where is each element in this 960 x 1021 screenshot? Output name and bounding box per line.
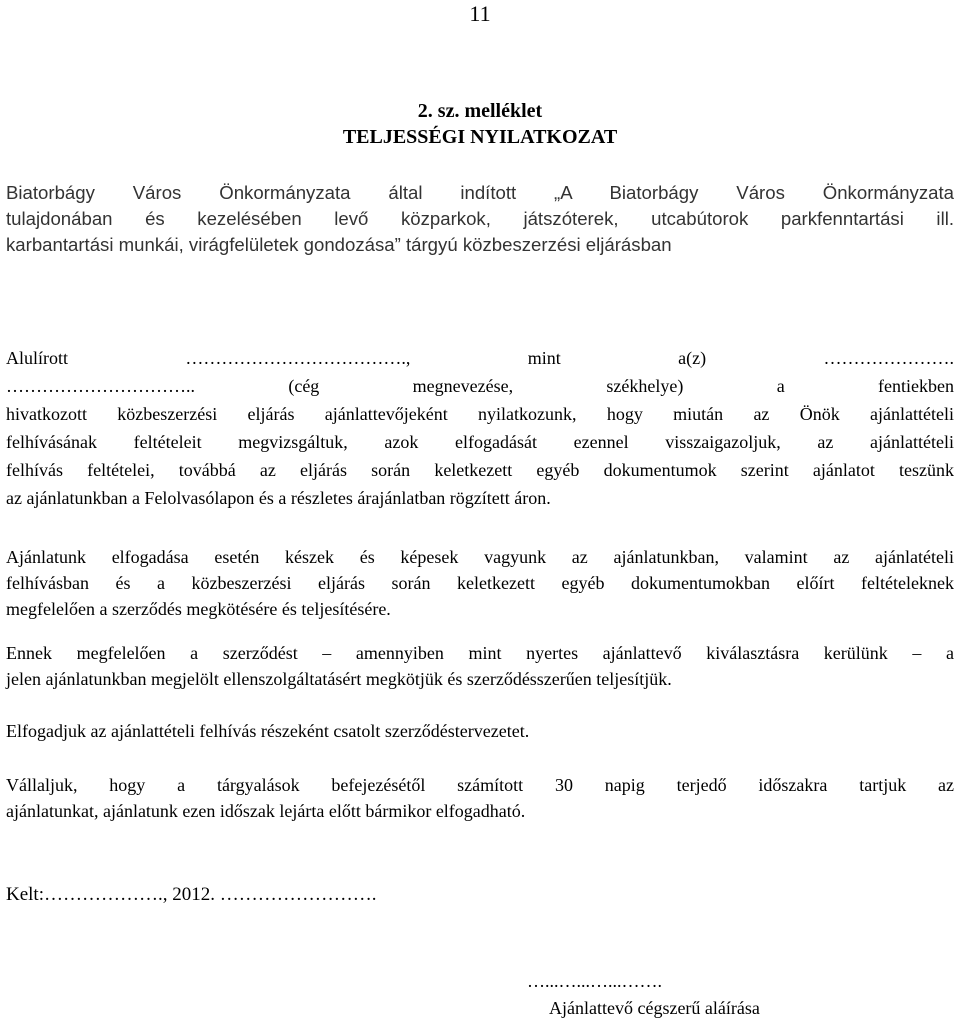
validity-paragraph xyxy=(6,772,954,824)
annex-title: 2. sz. melléklet xyxy=(417,100,543,122)
intro-line: karbantartási munkái, virágfelületek gondozása” tárgyú közbeszerzési eljárásban xyxy=(6,234,672,255)
declaration-line: felhívás feltételei, továbbá az eljárás során keletkezett egyéb dokumentumok szerint ajánlatot teszünk xyxy=(6,460,954,480)
signature-line: …...…...…...……. xyxy=(527,971,662,991)
signature-label: Ajánlattevő cégszerű aláírása xyxy=(549,998,760,1018)
declaration-line: hivatkozott közbeszerzési eljárás ajánlattevőjeként nyilatkozunk, hogy miután az Önök ajánlattételi xyxy=(6,404,954,424)
declaration-line: felhívásának feltételeit megvizsgáltuk, azok elfogadását ezennel visszaigazoljuk, az ajánlattételi xyxy=(6,432,954,452)
declaration-line: Alulírott ………………………………., mint a(z) …………………. xyxy=(6,348,954,368)
declaration-line: ………………………….. (cég megnevezése, székhelye) a fentiekben xyxy=(6,376,954,396)
intro-paragraph xyxy=(6,180,954,258)
acceptance-paragraph xyxy=(6,718,954,744)
document-title: TELJESSÉGI NYILATKOZAT xyxy=(342,126,618,148)
intro-line: Biatorbágy Város Önkormányzata által indított „A Biatorbágy Város Önkormányzata xyxy=(6,182,954,203)
paragraph-line: jelen ajánlatunkban megjelölt ellenszolgáltatásért megkötjük és szerződésszerűen teljesítjük. xyxy=(6,669,672,689)
intro-line: tulajdonában és kezelésében levő közparkok, játszóterek, utcabútorok parkfenntartási ill. xyxy=(6,208,954,229)
paragraph-line: Vállaljuk, hogy a tárgyalások befejezésétől számított 30 napig terjedő időszakra tartjuk az xyxy=(6,775,954,795)
declaration-paragraph xyxy=(6,344,954,512)
contract-paragraph xyxy=(6,640,954,692)
paragraph-line: Ajánlatunk elfogadása esetén készek és képesek vagyunk az ajánlatunkban, valamint az ajánlatételi xyxy=(6,547,954,567)
paragraph-line: Elfogadjuk az ajánlattételi felhívás részeként csatolt szerződéstervezetet. xyxy=(6,721,530,741)
page-number: 11 xyxy=(469,1,491,26)
paragraph-line: ajánlatunkat, ajánlatunk ezen időszak lejárta előtt bármikor elfogadható. xyxy=(6,801,526,821)
declaration-line: az ajánlatunkban a Felolvasólapon és a részletes árajánlatban rögzített áron. xyxy=(6,488,551,508)
place-date-line: Kelt:………………., 2012. ……………………. xyxy=(6,884,377,905)
paragraph-line: felhívásban és a közbeszerzési eljárás során keletkezett egyéb dokumentumokban előírt feltételeknek xyxy=(6,573,954,593)
paragraph-line: megfelelően a szerződés megkötésére és teljesítésére. xyxy=(6,599,391,619)
paragraph-line: Ennek megfelelően a szerződést – amennyiben mint nyertes ajánlattevő kiválasztásra kerülünk – a xyxy=(6,643,954,663)
readiness-paragraph xyxy=(6,544,954,622)
